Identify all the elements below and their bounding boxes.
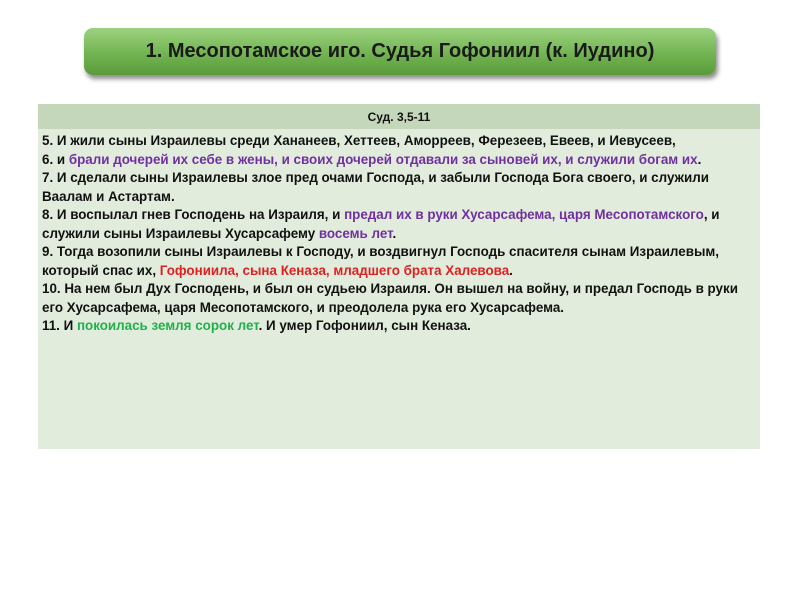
verse xyxy=(42,132,756,151)
verse-text-segment: 8. И воспылал гнев Господень на Израиля, и xyxy=(42,207,345,222)
verses-cell xyxy=(38,129,760,449)
verse xyxy=(42,206,756,243)
verse-text-segment: предал их в руки Хусарсафема, царя Месопотамского xyxy=(344,207,704,222)
scripture-table xyxy=(38,104,760,449)
verse-text-segment: брали дочерей их себе в жены, и своих дочерей отдавали за сыновей их, и служили богам их xyxy=(68,151,698,167)
verse-text-segment: 6. и xyxy=(42,151,69,167)
verse-text-segment: , и служили сыны Израилевы Хусарсафему xyxy=(42,207,720,241)
verse xyxy=(42,317,756,336)
verse-text-segment: 10. На нем был Дух Господень, и был он судьею Израиля. Он вышел на войну, и предал Господь в руки его Хусарсафема, царя Месопотамского, и преодолела рука его Хусарсафема. xyxy=(42,281,738,315)
verse-text-segment: Гофониила, сына Кеназа, младшего брата Халевова xyxy=(159,262,510,278)
verse-text-segment: 5. И жили сыны Израилевы среди Хананеев, Хеттеев, Аморреев, Ферезеев, Евеев, и Иевусеев, xyxy=(42,133,676,148)
verse xyxy=(42,169,756,206)
verse-text-segment: покоилась земля сорок лет xyxy=(76,318,259,333)
verse-text-segment: . И умер Гофониил, сын Кеназа. xyxy=(258,318,471,333)
verse-text-segment: 11. И xyxy=(42,318,77,333)
verse-text-segment: 9. Тогда возопили сыны Израилевы к Господу, и воздвигнул Господь спасителя сынам Израилевым, который спас их, xyxy=(42,244,720,278)
verse xyxy=(42,243,756,280)
verse-text-segment: . xyxy=(509,262,513,278)
scripture-reference: Суд. 3,5-11 xyxy=(367,109,431,124)
verse-text-segment: восемь лет xyxy=(318,225,393,241)
slide-title: 1. Месопотамское иго. Судья Гофониил (к. Иудино) xyxy=(145,40,655,62)
verse-text-segment: . xyxy=(392,225,397,241)
verse xyxy=(42,151,756,170)
table-header xyxy=(38,104,760,129)
verse-text-segment: . xyxy=(697,151,702,167)
slide-title-box xyxy=(84,28,716,75)
verse xyxy=(42,280,756,317)
verse-text-segment: 7. И сделали сыны Израилевы злое пред очами Господа, и забыли Господа Бога своего, и служили Ваалам и Астартам. xyxy=(42,170,710,204)
